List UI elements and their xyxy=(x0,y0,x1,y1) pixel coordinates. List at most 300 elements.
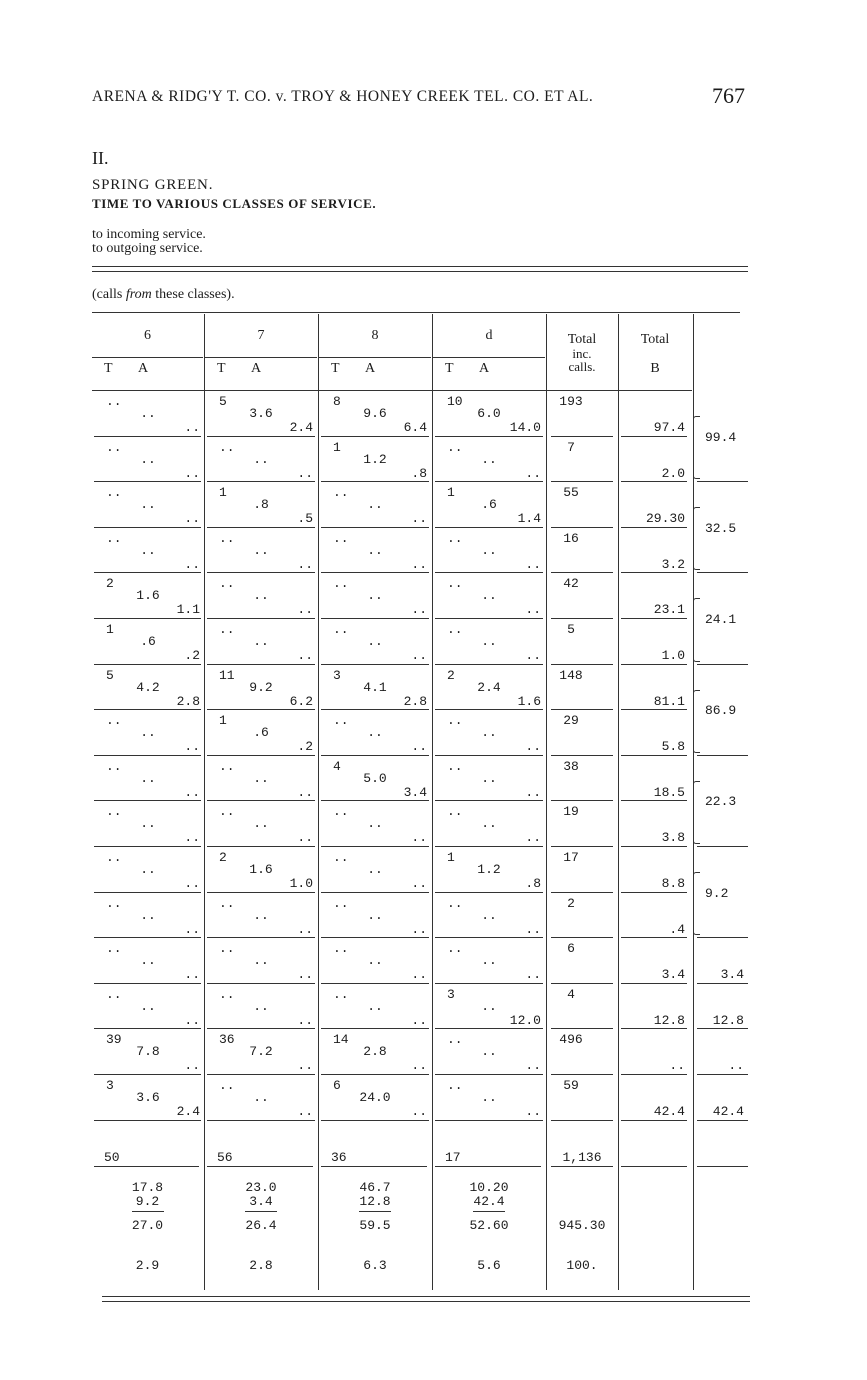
cell-third: .. xyxy=(184,830,200,846)
cell-total-calls: 16 xyxy=(563,530,579,546)
cell-total-calls: 148 xyxy=(559,667,583,683)
row-rule xyxy=(621,527,687,528)
cell-third: .. xyxy=(525,1104,541,1119)
cell-t: 1 xyxy=(333,439,341,455)
row-rule xyxy=(621,800,687,801)
cell-a: .. xyxy=(367,907,383,923)
row-rule xyxy=(94,618,201,619)
running-header xyxy=(92,88,593,106)
cell-t: .. xyxy=(447,941,463,957)
pair-rule xyxy=(697,937,748,938)
cell-a: .. xyxy=(481,725,497,741)
cell-t: .. xyxy=(333,895,349,911)
pair-rule xyxy=(697,664,748,665)
total-count: 50 xyxy=(104,1149,120,1165)
cell-t: .. xyxy=(106,439,122,455)
cell-a: .. xyxy=(253,542,269,558)
row-rule xyxy=(94,755,201,756)
cell-t: .. xyxy=(333,576,349,592)
row-rule xyxy=(697,1028,748,1029)
row-rule xyxy=(435,618,543,619)
cell-a: .. xyxy=(481,1090,497,1105)
row-rule xyxy=(321,572,429,573)
cell-total-b: 3.2 xyxy=(661,556,685,572)
row-rule xyxy=(207,937,315,938)
cell-third: 14.0 xyxy=(509,420,541,435)
cell-total-b: 12.8 xyxy=(653,1012,685,1028)
row-rule xyxy=(551,983,613,984)
cell-total-calls: 38 xyxy=(563,758,579,774)
cell-third: .. xyxy=(184,1012,200,1028)
cell-t: .. xyxy=(219,576,235,592)
row-rule xyxy=(94,481,201,482)
total-count: 56 xyxy=(217,1149,233,1165)
pair-total: 24.1 xyxy=(705,612,737,627)
cell-t: .. xyxy=(447,895,463,911)
row-rule xyxy=(435,709,543,710)
cell-t: .. xyxy=(219,439,235,455)
row-rule xyxy=(94,527,201,528)
pair-brace xyxy=(693,781,700,844)
section-subtitle: TIME TO VARIOUS CLASSES OF SERVICE. xyxy=(92,196,377,211)
row-rule xyxy=(207,1028,315,1029)
cell-a: 7.2 xyxy=(249,1044,273,1060)
row-rule xyxy=(621,937,687,938)
row-rule xyxy=(321,527,429,528)
cell-a: .. xyxy=(253,998,269,1014)
cell-a: .. xyxy=(481,907,497,923)
cell-third: .. xyxy=(411,1012,427,1028)
cell-third: .. xyxy=(525,1058,541,1074)
row-rule xyxy=(621,709,687,710)
group-header: 6 xyxy=(144,328,151,343)
cell-t: .. xyxy=(106,895,122,911)
cell-total-calls: 59 xyxy=(563,1078,579,1093)
row-rule xyxy=(621,436,687,437)
total-sum: 27.0 xyxy=(131,1217,164,1233)
row-rule xyxy=(321,709,429,710)
cell-a: .. xyxy=(253,816,269,832)
row-rule xyxy=(321,481,429,482)
cell-combined-b: .. xyxy=(728,1058,744,1074)
cell-a: .. xyxy=(481,451,497,467)
cell-t: .. xyxy=(219,530,235,546)
row-rule xyxy=(94,664,201,665)
cell-a: .. xyxy=(253,1090,269,1105)
cell-total-b: 5.8 xyxy=(661,739,685,755)
pair-rule xyxy=(697,572,748,573)
row-rule xyxy=(94,846,201,847)
cell-t: 8 xyxy=(333,394,341,409)
row-rule xyxy=(435,664,543,665)
cell-t: .. xyxy=(106,394,122,409)
cell-a: .8 xyxy=(253,497,269,513)
cell-a: .. xyxy=(140,406,156,421)
cell-third: .. xyxy=(297,1012,313,1028)
cell-third: .. xyxy=(297,465,313,481)
rule-top-1 xyxy=(92,266,748,267)
cell-third: 6.4 xyxy=(403,420,427,435)
cell-third: .. xyxy=(411,739,427,755)
row-rule xyxy=(551,618,613,619)
cell-t: 1 xyxy=(219,485,227,501)
cell-third: 3.4 xyxy=(403,784,427,800)
cell-third: .. xyxy=(297,602,313,618)
row-rule xyxy=(207,983,315,984)
cell-third: .. xyxy=(184,876,200,891)
pair-brace xyxy=(693,690,700,753)
cell-third: .. xyxy=(411,876,427,891)
row-rule xyxy=(621,664,687,665)
cell-third: .. xyxy=(525,465,541,481)
cell-t: .. xyxy=(106,485,122,501)
cell-third: 1.0 xyxy=(289,876,313,891)
pair-brace xyxy=(693,872,700,935)
cell-third: 1.6 xyxy=(517,693,541,709)
cell-third: .. xyxy=(525,784,541,800)
row-rule xyxy=(207,846,315,847)
total-rule xyxy=(94,1166,199,1167)
row-rule xyxy=(321,1120,429,1121)
pair-rule xyxy=(697,755,748,756)
cell-t: .. xyxy=(333,622,349,637)
cell-t: 2 xyxy=(219,850,227,865)
cell-a: .. xyxy=(253,588,269,604)
cell-t: .. xyxy=(106,941,122,957)
cell-third: .. xyxy=(297,1104,313,1119)
cell-third: .. xyxy=(297,556,313,572)
cell-total-b: 97.4 xyxy=(653,420,685,435)
cell-a: .. xyxy=(367,634,383,649)
cell-third: .. xyxy=(184,921,200,937)
row-rule xyxy=(207,1120,315,1121)
cell-a: .. xyxy=(140,770,156,786)
pair-rule xyxy=(697,846,748,847)
row-rule xyxy=(551,436,613,437)
cell-t: .. xyxy=(447,1032,463,1048)
row-rule xyxy=(94,1074,201,1075)
cell-t: .. xyxy=(333,804,349,820)
cell-total-calls: 193 xyxy=(559,394,583,409)
row-rule xyxy=(94,937,201,938)
cell-t: 3 xyxy=(333,667,341,683)
cell-t: 6 xyxy=(333,1078,341,1093)
cell-a: .. xyxy=(140,862,156,877)
row-rule xyxy=(207,800,315,801)
cell-t: .. xyxy=(333,941,349,957)
cell-third: .. xyxy=(525,739,541,755)
cell-third: .. xyxy=(297,784,313,800)
total-count: 17 xyxy=(445,1149,461,1165)
row-rule xyxy=(621,755,687,756)
cell-third: .. xyxy=(297,967,313,983)
row-rule xyxy=(435,983,543,984)
cell-third: .. xyxy=(411,556,427,572)
row-rule xyxy=(321,755,429,756)
cell-a: .. xyxy=(140,725,156,741)
cell-t: 2 xyxy=(447,667,455,683)
cell-third: .. xyxy=(297,1058,313,1074)
cell-a: .. xyxy=(481,816,497,832)
group-header: 8 xyxy=(371,328,379,343)
cell-third: .. xyxy=(184,511,200,527)
section-numeral: II. xyxy=(92,148,109,168)
row-rule xyxy=(697,1074,748,1075)
grand-sum: 945.30 xyxy=(558,1217,606,1233)
cell-t: .. xyxy=(333,530,349,546)
cell-third: .. xyxy=(525,967,541,983)
total-inc-header-2: inc. xyxy=(572,346,592,361)
sub-header-t: T xyxy=(445,361,454,376)
cell-third: 2.8 xyxy=(176,693,200,709)
total-rule xyxy=(435,1166,541,1167)
row-rule xyxy=(321,436,429,437)
cell-t: .. xyxy=(447,576,463,592)
cell-a: .. xyxy=(140,542,156,558)
group-rule xyxy=(205,357,317,358)
row-rule xyxy=(94,1120,201,1121)
total-line2: 3.4 xyxy=(249,1193,273,1209)
row-rule xyxy=(551,1074,613,1075)
cell-total-calls: 29 xyxy=(563,713,579,729)
row-rule xyxy=(321,892,429,893)
cell-a: .. xyxy=(253,451,269,467)
row-rule xyxy=(207,709,315,710)
cell-third: .. xyxy=(184,420,200,435)
cell-t: 1 xyxy=(447,850,455,865)
cell-a: .. xyxy=(140,451,156,467)
cell-third: .. xyxy=(411,921,427,937)
cell-a: .. xyxy=(367,816,383,832)
sum-rule xyxy=(359,1211,391,1212)
column-divider xyxy=(318,314,319,1290)
row-rule xyxy=(207,892,315,893)
row-rule xyxy=(551,572,613,573)
cell-t: 3 xyxy=(106,1078,114,1093)
row-rule xyxy=(94,800,201,801)
row-rule xyxy=(321,1028,429,1029)
calls-note: (calls from these classes). xyxy=(92,287,235,302)
row-rule xyxy=(551,1120,613,1121)
cell-a: 1.6 xyxy=(136,588,160,604)
total-avg: 2.9 xyxy=(135,1257,160,1273)
cell-third: .. xyxy=(297,648,313,663)
total-avg: 6.3 xyxy=(363,1257,387,1273)
row-rule xyxy=(207,527,315,528)
cell-a: 1.6 xyxy=(249,862,273,877)
cell-total-calls: 17 xyxy=(563,850,579,865)
cell-a: 6.0 xyxy=(477,406,501,421)
total-sum: 26.4 xyxy=(245,1217,277,1233)
cell-third: .. xyxy=(411,602,427,618)
cell-a: .. xyxy=(253,907,269,923)
row-rule xyxy=(435,846,543,847)
row-rule xyxy=(94,572,201,573)
cell-a: .. xyxy=(140,998,156,1014)
cell-total-b: 18.5 xyxy=(653,784,685,800)
cell-t: 1 xyxy=(106,622,114,637)
cell-t: .. xyxy=(219,758,235,774)
row-rule xyxy=(321,937,429,938)
cell-total-b: 42.4 xyxy=(653,1104,685,1119)
row-rule xyxy=(94,709,201,710)
cell-t: .. xyxy=(106,713,122,729)
cell-a: 3.6 xyxy=(249,406,273,421)
cell-t: 39 xyxy=(106,1032,122,1048)
cell-t: .. xyxy=(333,986,349,1002)
cell-third: 12.0 xyxy=(509,1012,541,1028)
cell-t: .. xyxy=(219,804,235,820)
row-rule xyxy=(621,481,687,482)
cell-third: .. xyxy=(411,1104,427,1119)
row-rule xyxy=(621,1074,687,1075)
cell-total-calls: 5 xyxy=(567,622,575,637)
total-b-header-2: B xyxy=(650,361,660,376)
total-inc-header-3: calls. xyxy=(568,359,596,374)
cell-third: .5 xyxy=(297,511,313,527)
cell-a: .. xyxy=(367,497,383,513)
cell-combined-b: 42.4 xyxy=(712,1104,744,1119)
cell-a: .. xyxy=(367,725,383,741)
total-rule xyxy=(697,1166,748,1167)
cell-a: 7.8 xyxy=(136,1044,160,1060)
sub-header-a: A xyxy=(365,361,376,376)
section-title: SPRING GREEN. xyxy=(92,177,214,193)
total-rule xyxy=(321,1166,427,1167)
cell-third: .. xyxy=(411,511,427,527)
pair-brace xyxy=(693,598,700,661)
cell-a: .6 xyxy=(253,725,269,741)
pair-total: 32.5 xyxy=(705,520,737,536)
total-avg: 2.8 xyxy=(249,1257,273,1273)
row-rule xyxy=(435,937,543,938)
cell-a: .. xyxy=(481,998,497,1014)
cell-total-b: .4 xyxy=(669,921,685,937)
row-rule xyxy=(321,800,429,801)
cell-third: .8 xyxy=(525,876,541,891)
cell-t: .. xyxy=(219,622,235,637)
rule-top-2 xyxy=(92,271,748,272)
row-rule xyxy=(551,481,613,482)
sub-header-t: T xyxy=(217,361,226,376)
row-rule xyxy=(697,1120,748,1121)
cell-total-calls: 2 xyxy=(567,895,575,911)
cell-a: .. xyxy=(481,588,497,604)
group-rule xyxy=(92,357,203,358)
cell-t: 10 xyxy=(447,394,463,409)
total-line2: 42.4 xyxy=(473,1193,505,1209)
cell-combined-b: 3.4 xyxy=(720,967,744,983)
cell-a: .. xyxy=(253,953,269,969)
row-rule xyxy=(435,800,543,801)
cell-a: 24.0 xyxy=(359,1090,391,1105)
sub-header-t: T xyxy=(104,361,113,376)
row-rule xyxy=(551,892,613,893)
cell-total-b: 8.8 xyxy=(661,876,685,891)
cell-third: .. xyxy=(184,556,200,572)
cell-total-b: 2.0 xyxy=(661,465,685,481)
cell-t: .. xyxy=(447,622,463,637)
cell-a: 3.6 xyxy=(136,1090,160,1105)
row-rule xyxy=(435,1120,543,1121)
row-rule xyxy=(321,983,429,984)
cell-third: .. xyxy=(184,784,200,800)
total-rule xyxy=(621,1166,687,1167)
row-rule xyxy=(321,664,429,665)
row-rule xyxy=(207,572,315,573)
total-rule xyxy=(207,1166,313,1167)
cell-total-calls: 55 xyxy=(563,485,579,501)
cell-combined-b: 12.8 xyxy=(712,1012,744,1028)
cell-third: .. xyxy=(184,739,200,755)
column-divider xyxy=(546,314,547,1290)
cell-third: 2.8 xyxy=(403,693,427,709)
cell-a: 1.2 xyxy=(363,451,387,467)
cell-a: .. xyxy=(481,770,497,786)
pair-total: 86.9 xyxy=(705,703,737,719)
total-line1: 17.8 xyxy=(131,1179,164,1195)
cell-total-calls: 42 xyxy=(563,576,579,592)
cell-total-b: 3.8 xyxy=(661,830,685,846)
cell-t: .. xyxy=(106,530,122,546)
cell-third: 1.1 xyxy=(176,602,200,618)
cell-a: .. xyxy=(253,634,269,649)
sub-header-t: T xyxy=(331,361,340,376)
cell-third: .. xyxy=(411,1058,427,1074)
cell-total-b: 1.0 xyxy=(661,648,685,663)
pair-brace xyxy=(693,416,700,479)
cell-t: .. xyxy=(333,713,349,729)
sub-header-a: A xyxy=(479,361,490,376)
cell-t: .. xyxy=(447,439,463,455)
group-header: 7 xyxy=(257,328,265,343)
row-rule xyxy=(207,481,315,482)
cell-a: .. xyxy=(481,953,497,969)
row-rule xyxy=(207,664,315,665)
row-rule xyxy=(551,709,613,710)
row-rule xyxy=(551,527,613,528)
total-line2: 9.2 xyxy=(135,1193,160,1209)
row-rule xyxy=(435,572,543,573)
total-sum: 52.60 xyxy=(469,1217,509,1233)
cell-t: 3 xyxy=(447,986,455,1002)
cell-third: .2 xyxy=(184,648,200,663)
cell-third: .2 xyxy=(297,739,313,755)
cell-t: .. xyxy=(447,758,463,774)
cell-total-b: .. xyxy=(669,1058,685,1074)
cell-a: .. xyxy=(481,542,497,558)
row-rule xyxy=(621,1028,687,1029)
cell-total-calls: 7 xyxy=(567,439,575,455)
legend-incoming: to incoming service. xyxy=(92,227,206,242)
cell-total-b: 81.1 xyxy=(653,693,685,709)
cell-t: 4 xyxy=(333,758,341,774)
cell-third: .. xyxy=(411,830,427,846)
grand-total-calls: 1,136 xyxy=(562,1149,602,1165)
cell-a: .6 xyxy=(140,634,156,649)
cell-a: .. xyxy=(140,953,156,969)
row-rule xyxy=(207,755,315,756)
cell-t: 14 xyxy=(333,1032,349,1048)
total-line1: 10.20 xyxy=(469,1179,509,1195)
pair-total: 22.3 xyxy=(705,794,737,810)
cell-t: 1 xyxy=(447,485,455,501)
row-rule xyxy=(207,436,315,437)
cell-t: .. xyxy=(333,485,349,501)
cell-t: .. xyxy=(219,986,235,1002)
cell-t: 5 xyxy=(219,394,227,409)
sum-rule xyxy=(245,1211,277,1212)
